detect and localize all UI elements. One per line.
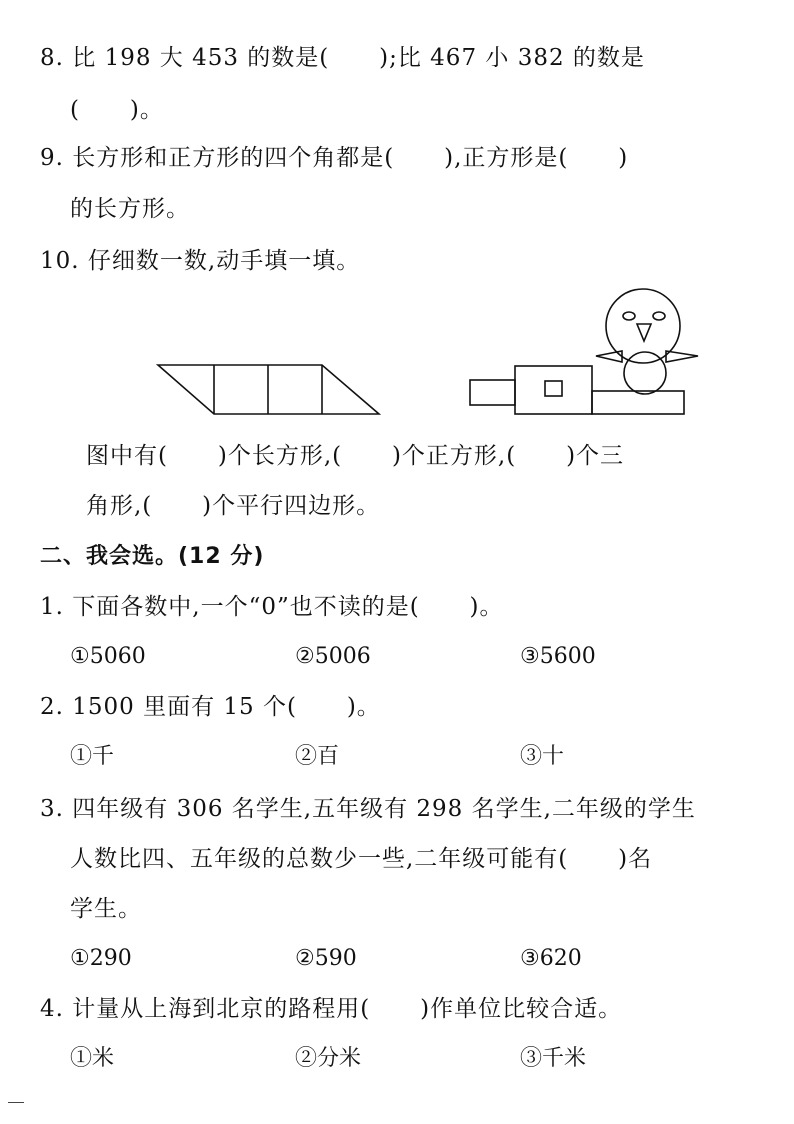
q2-option-3[interactable]: ③十 xyxy=(520,744,565,769)
question-9-line2: 的长方形。 xyxy=(70,196,190,222)
q2-option-1[interactable]: ①千 xyxy=(70,744,115,769)
question-10: 10. 仔细数一数,动手填一填。 xyxy=(40,248,361,274)
q1-option-1[interactable]: ①5060 xyxy=(70,644,146,669)
figure-question-line1: 图中有( )个长方形,( )个正方形,( )个三 xyxy=(86,443,625,469)
beak-triangle xyxy=(637,324,651,341)
base-rect xyxy=(592,391,684,414)
question-9-line1: 9. 长方形和正方形的四个角都是( ),正方形是( ) xyxy=(40,145,629,171)
choice-question-4: 4. 计量从上海到北京的路程用( )作单位比较合适。 xyxy=(40,996,623,1022)
choice-question-3-line1: 3. 四年级有 306 名学生,五年级有 298 名学生,二年级的学生 xyxy=(40,796,696,822)
choice-question-1: 1. 下面各数中,一个“0”也不读的是( )。 xyxy=(40,594,504,620)
page-edge-mark xyxy=(8,1102,24,1103)
barrel-rect xyxy=(470,380,515,405)
question-8-line2: ( )。 xyxy=(70,97,164,123)
q3-option-3[interactable]: ③620 xyxy=(520,946,582,971)
choice-question-3-line2: 人数比四、五年级的总数少一些,二年级可能有( )名 xyxy=(70,846,653,872)
choice-question-3-line3: 学生。 xyxy=(70,896,142,922)
q3-option-1[interactable]: ①290 xyxy=(70,946,132,971)
section-2-title: 二、我会选。(12 分) xyxy=(40,544,265,569)
q1-option-3[interactable]: ③5600 xyxy=(520,644,596,669)
q4-option-3[interactable]: ③千米 xyxy=(520,1046,587,1071)
right-wing-triangle xyxy=(666,351,698,362)
window-square xyxy=(545,381,562,396)
choice-question-2: 2. 1500 里面有 15 个( )。 xyxy=(40,694,381,720)
q3-option-2[interactable]: ②590 xyxy=(295,946,357,971)
body-rect xyxy=(515,366,592,414)
q4-option-1[interactable]: ①米 xyxy=(70,1046,115,1071)
q1-option-2[interactable]: ②5006 xyxy=(295,644,371,669)
q4-option-2[interactable]: ②分米 xyxy=(295,1046,362,1071)
neck-circle xyxy=(624,352,666,394)
figure-question-line2: 角形,( )个平行四边形。 xyxy=(86,493,381,519)
q2-option-2[interactable]: ②百 xyxy=(295,744,340,769)
question-8-line1: 8. 比 198 大 453 的数是( );比 467 小 382 的数是 xyxy=(40,45,645,71)
